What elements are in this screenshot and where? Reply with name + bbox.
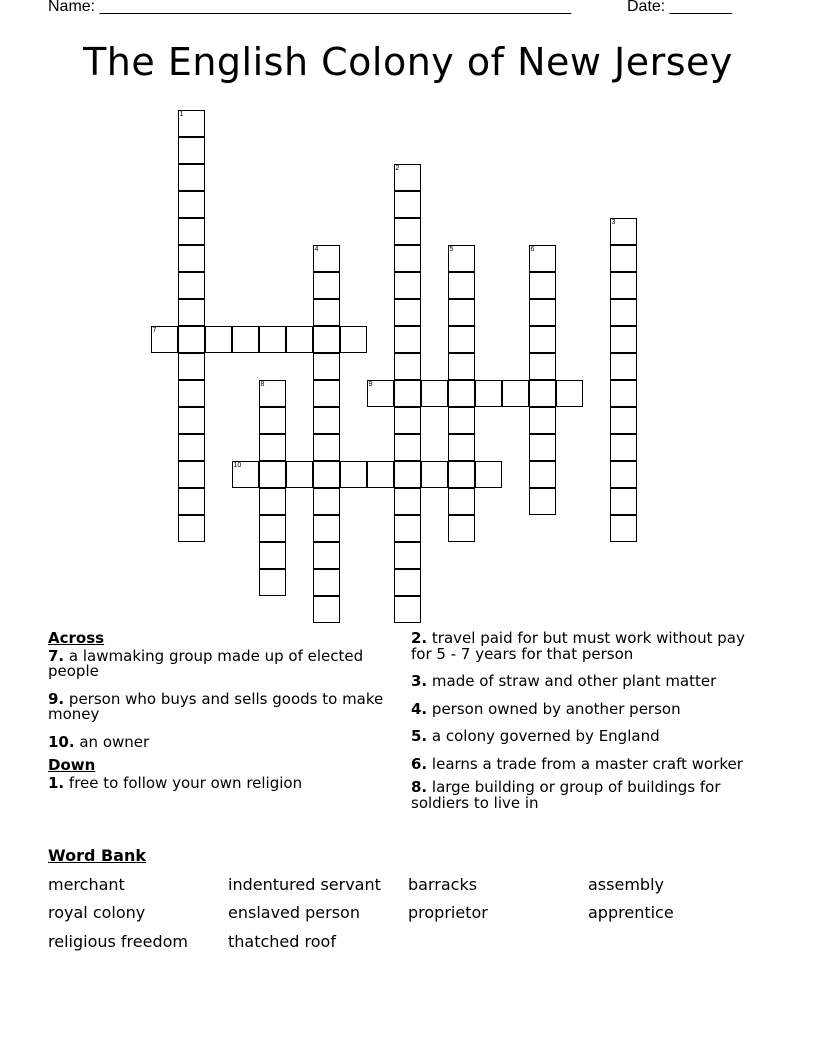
- crossword-cell[interactable]: [259, 569, 286, 596]
- clue-number: 10.: [48, 732, 75, 751]
- crossword-cell[interactable]: [178, 272, 205, 299]
- clue-down-5: [411, 729, 756, 745]
- crossword-cell[interactable]: [313, 434, 340, 461]
- crossword-cell[interactable]: [610, 380, 637, 407]
- crossword-cell[interactable]: [448, 434, 475, 461]
- crossword-cell[interactable]: [421, 461, 448, 488]
- clue-text: a colony governed by England: [431, 727, 660, 745]
- name-field[interactable]: Name: _____________________________________________________: [48, 0, 572, 15]
- clues-right-column: [411, 631, 756, 811]
- crossword-cell[interactable]: [502, 380, 529, 407]
- crossword-cell[interactable]: [178, 488, 205, 515]
- crossword-cell[interactable]: [394, 272, 421, 299]
- crossword-cell[interactable]: [178, 434, 205, 461]
- crossword-cell[interactable]: [394, 569, 421, 596]
- down-heading: Down: [48, 756, 96, 774]
- across-heading: Across: [48, 629, 105, 647]
- clue-text: made of straw and other plant matter: [431, 672, 717, 690]
- clue-down-6: [411, 754, 756, 773]
- date-field[interactable]: Date: _______: [627, 0, 732, 15]
- clue-text: travel paid for but must work without pay for 5 - 7 years for that person: [411, 629, 745, 663]
- word-bank-title: Word Bank: [48, 846, 147, 865]
- crossword-cell[interactable]: [610, 407, 637, 434]
- crossword-cell[interactable]: [151, 326, 178, 353]
- crossword-cell[interactable]: [178, 353, 205, 380]
- clue-text: person owned by another person: [431, 699, 681, 718]
- word-bank-item: enslaved person: [228, 903, 360, 922]
- clue-down-8: [411, 780, 756, 811]
- clue-text: an owner: [79, 732, 150, 751]
- crossword-cell[interactable]: [259, 326, 286, 353]
- clue-text: person who buys and sells goods to make money: [48, 689, 384, 723]
- crossword-cell[interactable]: [259, 407, 286, 434]
- crossword-cell[interactable]: [475, 461, 502, 488]
- crossword-cell[interactable]: [610, 299, 637, 326]
- crossword-cell[interactable]: [394, 326, 421, 353]
- crossword-cell[interactable]: [610, 515, 637, 542]
- clue-text: large building or group of buildings for soldiers to live in: [411, 778, 721, 812]
- crossword-cell[interactable]: [232, 461, 259, 488]
- clue-across-9: [48, 689, 393, 723]
- crossword-cell[interactable]: [259, 461, 286, 488]
- word-bank-item: royal colony: [48, 903, 146, 922]
- crossword-cell[interactable]: [259, 488, 286, 515]
- crossword-cell[interactable]: [529, 488, 556, 515]
- crossword-cell[interactable]: [205, 326, 232, 353]
- crossword-cell[interactable]: [340, 461, 367, 488]
- crossword-cell[interactable]: [475, 380, 502, 407]
- crossword-cell[interactable]: [394, 515, 421, 542]
- clues-left-column: [48, 631, 393, 791]
- clue-number: 8.: [411, 778, 428, 796]
- clue-number: 7.: [48, 646, 65, 665]
- crossword-cell[interactable]: [178, 326, 205, 353]
- crossword-cell[interactable]: [313, 272, 340, 299]
- crossword-cell[interactable]: [529, 434, 556, 461]
- crossword-cell[interactable]: [448, 272, 475, 299]
- crossword-cell[interactable]: [259, 542, 286, 569]
- crossword-cell[interactable]: [178, 191, 205, 218]
- crossword-cell[interactable]: [313, 353, 340, 380]
- cell-number: 5: [449, 245, 454, 253]
- word-bank-item: religious freedom: [48, 932, 188, 951]
- clue-number: 4.: [411, 699, 428, 718]
- crossword-cell[interactable]: [394, 488, 421, 515]
- word-bank-item: indentured servant: [228, 875, 381, 894]
- crossword-cell[interactable]: [529, 272, 556, 299]
- cell-number: 1: [179, 110, 184, 118]
- clue-across-7: [48, 646, 393, 680]
- cell-number: 6: [530, 245, 535, 253]
- crossword-cell[interactable]: [448, 245, 475, 272]
- crossword-cell[interactable]: [529, 461, 556, 488]
- crossword-cell[interactable]: [448, 515, 475, 542]
- crossword-cell[interactable]: [610, 461, 637, 488]
- crossword-cell[interactable]: [178, 137, 205, 164]
- crossword-cell[interactable]: [394, 218, 421, 245]
- crossword-cell[interactable]: [313, 461, 340, 488]
- crossword-cell[interactable]: [394, 353, 421, 380]
- crossword-cell[interactable]: [394, 407, 421, 434]
- crossword-cell[interactable]: [313, 326, 340, 353]
- crossword-cell[interactable]: [529, 407, 556, 434]
- crossword-cell[interactable]: [610, 353, 637, 380]
- crossword-cell[interactable]: [610, 245, 637, 272]
- crossword-cell[interactable]: [556, 380, 583, 407]
- clue-down-4: [411, 699, 756, 718]
- crossword-cell[interactable]: [394, 380, 421, 407]
- crossword-cell[interactable]: [394, 164, 421, 191]
- crossword-cell[interactable]: [394, 245, 421, 272]
- crossword-cell[interactable]: [313, 569, 340, 596]
- crossword-cell[interactable]: [529, 353, 556, 380]
- crossword-cell[interactable]: [610, 326, 637, 353]
- word-bank-item: apprentice: [588, 903, 674, 922]
- cell-number: 9: [368, 380, 373, 388]
- crossword-cell[interactable]: [529, 380, 556, 407]
- crossword-cell[interactable]: [367, 380, 394, 407]
- crossword-cell[interactable]: [394, 434, 421, 461]
- crossword-cell[interactable]: [313, 515, 340, 542]
- crossword-cell[interactable]: [394, 542, 421, 569]
- crossword-cell[interactable]: [178, 515, 205, 542]
- word-bank-item: thatched roof: [228, 932, 336, 951]
- crossword-cell[interactable]: [286, 461, 313, 488]
- crossword-cell[interactable]: [259, 515, 286, 542]
- crossword-cell[interactable]: [313, 245, 340, 272]
- cell-number: 2: [395, 164, 400, 172]
- word-bank-item: merchant: [48, 875, 125, 894]
- crossword-cell[interactable]: [448, 353, 475, 380]
- cell-number: 3: [611, 218, 616, 226]
- crossword-cell[interactable]: [610, 218, 637, 245]
- crossword-cell[interactable]: [394, 596, 421, 623]
- cell-number: 4: [314, 245, 319, 253]
- clue-down-3: [411, 674, 756, 690]
- crossword-cell[interactable]: [340, 326, 367, 353]
- crossword-cell[interactable]: [178, 218, 205, 245]
- clue-down-1: [48, 773, 393, 792]
- page-title: The English Colony of New Jersey: [83, 40, 733, 84]
- crossword-cell[interactable]: [178, 407, 205, 434]
- crossword-cell[interactable]: [529, 326, 556, 353]
- crossword-cell[interactable]: [178, 299, 205, 326]
- clue-number: 3.: [411, 672, 428, 690]
- crossword-cell[interactable]: [313, 488, 340, 515]
- word-bank-item: proprietor: [408, 903, 488, 922]
- crossword-cell[interactable]: [286, 326, 313, 353]
- clue-number: 9.: [48, 689, 65, 708]
- clue-text: learns a trade from a master craft worker: [431, 754, 743, 773]
- word-bank-item: barracks: [408, 875, 478, 894]
- crossword-cell[interactable]: [313, 542, 340, 569]
- cell-number: 7: [152, 326, 157, 334]
- crossword-cell[interactable]: [448, 407, 475, 434]
- clue-down-2: [411, 631, 756, 662]
- crossword-cell[interactable]: [178, 245, 205, 272]
- clue-number: 5.: [411, 727, 428, 745]
- crossword-cell[interactable]: [394, 191, 421, 218]
- crossword-cell[interactable]: [313, 596, 340, 623]
- clue-number: 2.: [411, 629, 428, 647]
- clue-number: 1.: [48, 773, 65, 792]
- clue-text: free to follow your own religion: [68, 773, 303, 792]
- crossword-cell[interactable]: [313, 380, 340, 407]
- crossword-cell[interactable]: [313, 299, 340, 326]
- word-bank-item: assembly: [588, 875, 664, 894]
- crossword-cell[interactable]: [232, 326, 259, 353]
- crossword-cell[interactable]: [529, 299, 556, 326]
- crossword-cell[interactable]: [178, 461, 205, 488]
- crossword-cell[interactable]: [421, 380, 448, 407]
- crossword-cell[interactable]: [259, 434, 286, 461]
- cell-number: 10: [233, 461, 242, 469]
- crossword-cell[interactable]: [610, 488, 637, 515]
- crossword-cell[interactable]: [178, 164, 205, 191]
- crossword-cell[interactable]: [394, 461, 421, 488]
- clue-text: a lawmaking group made up of elected people: [48, 646, 364, 680]
- crossword-cell[interactable]: [610, 434, 637, 461]
- crossword-cell[interactable]: [448, 461, 475, 488]
- crossword-cell[interactable]: [394, 299, 421, 326]
- cell-number: 8: [260, 380, 265, 388]
- clue-across-10: [48, 732, 393, 751]
- crossword-cell[interactable]: [178, 380, 205, 407]
- clue-number: 6.: [411, 754, 428, 773]
- crossword-cell[interactable]: [448, 326, 475, 353]
- crossword-cell[interactable]: [313, 407, 340, 434]
- crossword-cell[interactable]: [610, 272, 637, 299]
- crossword-cell[interactable]: [529, 245, 556, 272]
- crossword-cell[interactable]: [448, 380, 475, 407]
- crossword-cell[interactable]: [448, 488, 475, 515]
- crossword-cell[interactable]: [259, 380, 286, 407]
- crossword-cell[interactable]: [367, 461, 394, 488]
- crossword-cell[interactable]: [178, 110, 205, 137]
- crossword-cell[interactable]: [448, 299, 475, 326]
